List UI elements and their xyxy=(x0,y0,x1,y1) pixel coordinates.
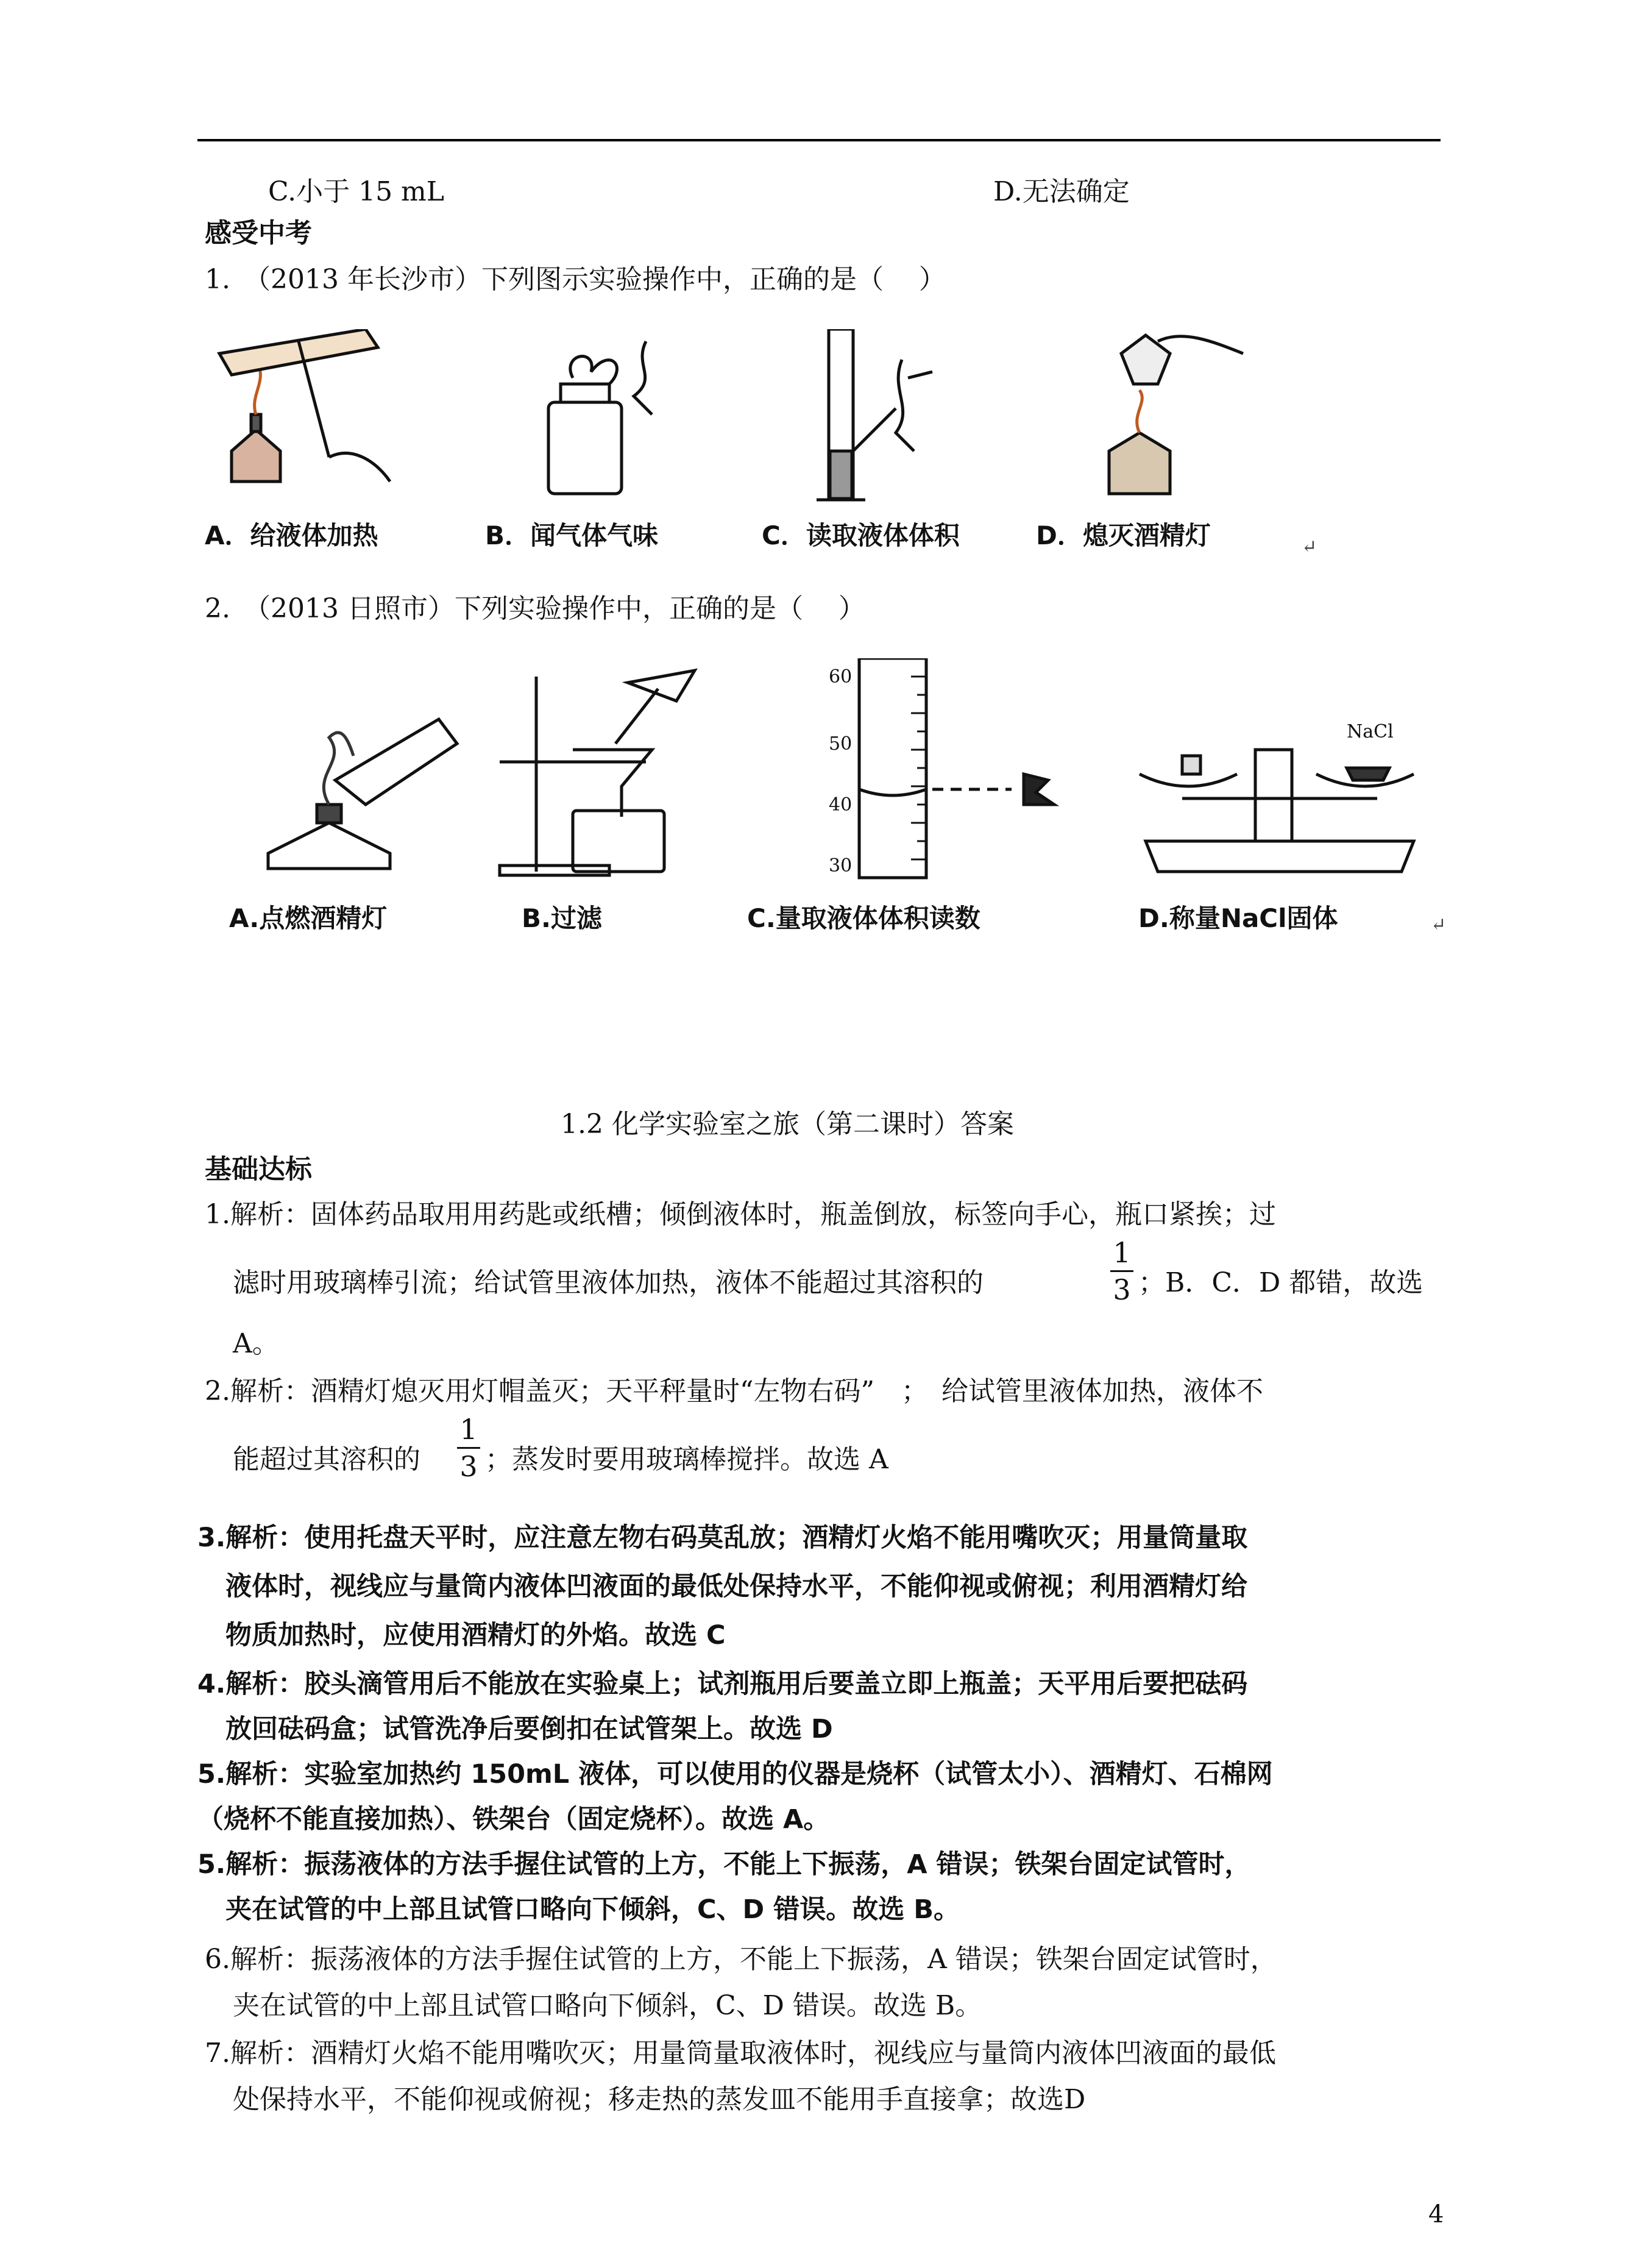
question-2: 2. （2013 日照市）下列实验操作中，正确的是（ ） xyxy=(205,593,865,624)
answer-2-line1: 2.解析：酒精灯熄灭用灯帽盖灭；天平秤量时“左物右码” ； 给试管里液体加热，液体不 xyxy=(205,1376,1263,1407)
q1-caption-d: D．熄灭酒精灯 xyxy=(1036,521,1211,550)
answer-3-line3: 物质加热时，应使用酒精灯的外焰。故选 C xyxy=(225,1620,726,1651)
q2-caption-d: D.称量NaCl固体 xyxy=(1138,903,1338,933)
q1-caption-c: C．读取液体体积 xyxy=(762,521,960,550)
q1-figures xyxy=(207,329,1268,512)
fraction-denominator-2: 3 xyxy=(459,1450,478,1483)
fraction-one-third xyxy=(1108,1237,1136,1305)
question-1: 1. （2013 年长沙市）下列图示实验操作中，正确的是（ ） xyxy=(205,264,946,295)
nacl-label: NaCl xyxy=(1347,721,1394,742)
answer-7-line1: 7.解析：酒精灯火焰不能用嘴吹灭；用量筒量取液体时，视线应与量筒内液体凹液面的最低 xyxy=(205,2038,1276,2069)
option-d-prev: D.无法确定 xyxy=(993,176,1130,207)
answer-7-line2: 处保持水平，不能仰视或俯视；移走热的蒸发皿不能用手直接拿；故选D xyxy=(233,2084,1086,2115)
section-heading: 感受中考 xyxy=(205,218,312,249)
fraction-one-third-2 xyxy=(455,1414,483,1482)
return-mark-2: ↵ xyxy=(1431,914,1447,936)
cyl-tick-60: 60 xyxy=(829,666,853,688)
answer-1-line2a: 滤时用玻璃棒引流；给试管里液体加热，液体不能超过其溶积的 xyxy=(233,1267,984,1298)
fraction-numerator-2: 1 xyxy=(459,1413,478,1446)
answer-3-line1: 3.解析：使用托盘天平时，应注意左物右码莫乱放；酒精灯火焰不能用嘴吹灭；用量筒量取 xyxy=(197,1523,1248,1553)
cyl-tick-50: 50 xyxy=(829,733,853,755)
answer-6-line1: 6.解析：振荡液体的方法手握住试管的上方，不能上下振荡，A 错误；铁架台固定试管时， xyxy=(205,1944,1277,1975)
answer-4-line1: 4.解析：胶头滴管用后不能放在实验桌上；试剂瓶用后要盖立即上瓶盖；天平用后要把砝码 xyxy=(197,1669,1248,1699)
answer-5b-line2: 夹在试管的中上部且试管口略向下倾斜，C、D 错误。故选 B。 xyxy=(225,1894,960,1925)
cyl-tick-30: 30 xyxy=(829,855,853,876)
answer-1-line1: 1.解析：固体药品取用用药匙或纸槽；倾倒液体时，瓶盖倒放，标签向手心，瓶口紧挨；过 xyxy=(205,1199,1276,1230)
q2-caption-b: B.过滤 xyxy=(522,903,602,933)
fraction-numerator: 1 xyxy=(1113,1236,1131,1269)
section-heading-2: 基础达标 xyxy=(205,1154,312,1185)
answer-5b-line1: 5.解析：振荡液体的方法手握住试管的上方，不能上下振荡，A 错误；铁架台固定试管时， xyxy=(197,1849,1251,1880)
answer-title: 1.2 化学实验室之旅（第二课时）答案 xyxy=(561,1109,1014,1140)
option-c-prev: C.小于 15 mL xyxy=(268,176,444,207)
answer-5-line2: （烧杯不能直接加热）、铁架台（固定烧杯）。故选 A。 xyxy=(197,1804,830,1835)
answer-6-line2: 夹在试管的中上部且试管口略向下倾斜，C、D 错误。故选 B。 xyxy=(233,1990,982,2021)
q2-caption-a: A.点燃酒精灯 xyxy=(229,903,388,933)
page-number: 4 xyxy=(1428,2200,1444,2228)
answer-1-line2b: ；B．C．D 都错，故选 xyxy=(1138,1267,1424,1298)
cyl-tick-40: 40 xyxy=(829,794,853,816)
answer-2-line2a: 能超过其溶积的 xyxy=(233,1444,420,1475)
answer-3-line2: 液体时，视线应与量筒内液体凹液面的最低处保持水平，不能仰视或俯视；利用酒精灯给 xyxy=(225,1571,1247,1602)
answer-4-line2: 放回砝码盒；试管洗净后要倒扣在试管架上。故选 D xyxy=(225,1714,833,1744)
answer-1-line3: A。 xyxy=(233,1328,279,1359)
q1-caption-b: B．闻气体气味 xyxy=(485,521,659,550)
header-rule xyxy=(197,139,1441,141)
answer-5-line1: 5.解析：实验室加热约 150mL 液体，可以使用的仪器是烧杯（试管太小）、酒精灯、石棉网 xyxy=(197,1759,1273,1790)
q2-figures xyxy=(256,658,1438,890)
fraction-denominator: 3 xyxy=(1113,1273,1131,1306)
q2-caption-c: C.量取液体体积读数 xyxy=(747,903,980,933)
answer-2-line2b: ；蒸发时要用玻璃棒搅拌。故选 A xyxy=(485,1444,888,1475)
q1-caption-a: A．给液体加热 xyxy=(205,521,378,550)
return-mark: ↵ xyxy=(1302,536,1317,558)
